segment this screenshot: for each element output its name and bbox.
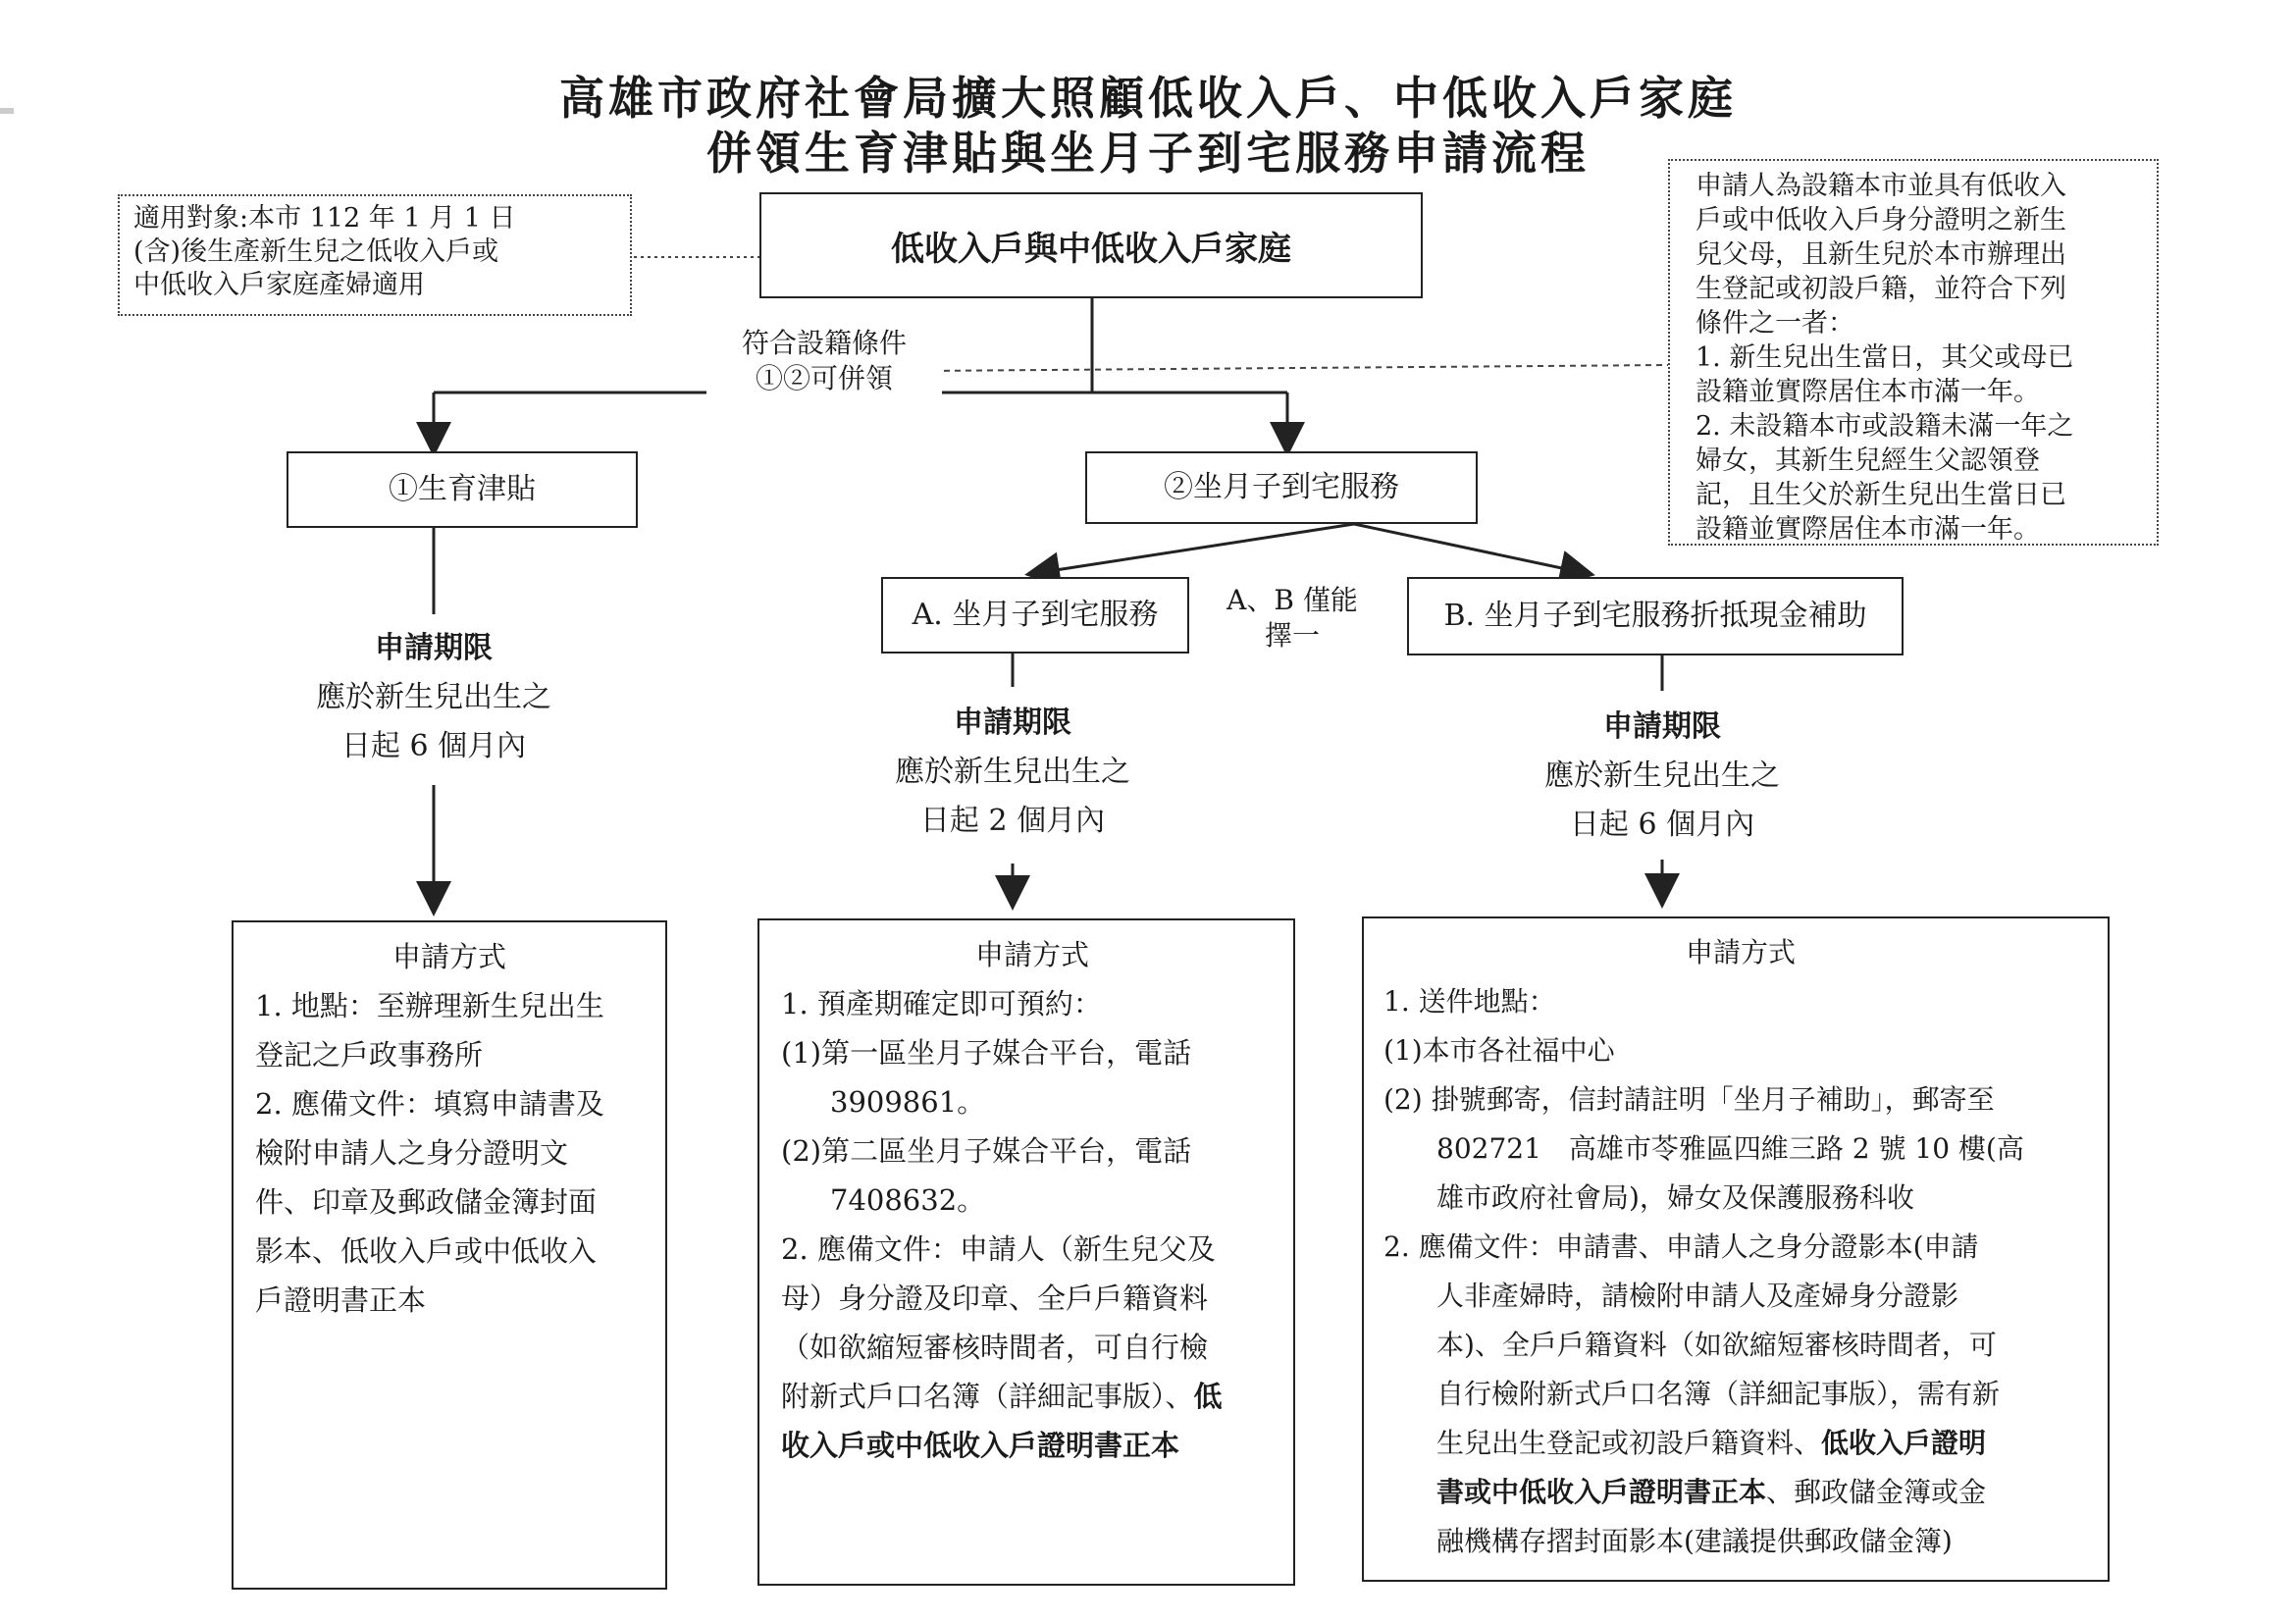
condition-text-line: 條件之一者： bbox=[1696, 308, 1854, 339]
option-a-box bbox=[881, 577, 1189, 654]
method-title: 申請方式 bbox=[974, 938, 1089, 971]
method-line: 件、印章及郵政儲金簿封面 bbox=[255, 1185, 598, 1219]
period-line: 日起 6 個月內 bbox=[340, 729, 527, 763]
method-line: （如欲縮短審核時間者，可自行檢 bbox=[781, 1331, 1209, 1364]
method-text: 附新式戶口名簿（詳細記事版）、 bbox=[781, 1380, 1194, 1413]
option-b-label: B. 坐月子到宅服務折抵現金補助 bbox=[1443, 599, 1867, 633]
main-target-box bbox=[759, 192, 1423, 298]
method-line: (2)第二區坐月子媒合平台，電話 bbox=[781, 1134, 1192, 1168]
method-line-with-bold bbox=[781, 1372, 1283, 1421]
method-line: 1. 地點：至辦理新生兒出生 bbox=[255, 989, 604, 1022]
method-title: 申請方式 bbox=[1685, 936, 1796, 968]
method-line: (1)第一區坐月子媒合平台，電話 bbox=[781, 1036, 1192, 1070]
method-bold-text: 低收入戶證明 bbox=[1821, 1427, 1987, 1459]
condition-line2: ①②可併領 bbox=[755, 362, 893, 394]
condition-text-line: 2. 未設籍本市或設籍未滿一年之 bbox=[1696, 411, 2074, 442]
method-bold-line: 收入戶或中低收入戶證明書正本 bbox=[781, 1429, 1180, 1462]
birth-allowance-box bbox=[287, 451, 638, 528]
eligibility-line: 適用對象:本市 112 年 1 月 1 日 bbox=[133, 203, 516, 234]
option-a-method-box bbox=[757, 918, 1295, 1586]
option-b-box bbox=[1407, 577, 1904, 655]
condition-text-line: 設籍並實際居住本市滿一年。 bbox=[1696, 377, 2040, 407]
method-line: 人非產婦時，請檢附申請人及產婦身分證影 bbox=[1436, 1280, 1959, 1312]
method-line: 戶證明書正本 bbox=[255, 1283, 427, 1317]
eligibility-line: 中低收入戶家庭產婦適用 bbox=[133, 270, 425, 300]
period-title: 申請期限 bbox=[954, 706, 1071, 740]
method-line: 7408632。 bbox=[830, 1183, 986, 1217]
method-line: 1. 送件地點： bbox=[1383, 985, 1556, 1018]
condition-text-line: 戶或中低收入戶身分證明之新生 bbox=[1696, 205, 2066, 235]
birth-allowance-method-box bbox=[232, 920, 667, 1590]
eligibility-line: (含)後生產新生兒之低收入戶或 bbox=[133, 236, 499, 267]
method-bold-text: 書或中低收入戶證明書正本 bbox=[1436, 1476, 1767, 1508]
choice-note bbox=[1209, 583, 1376, 654]
condition-text-line: 婦女，其新生兒經生父認領登 bbox=[1696, 445, 2040, 476]
method-line: 雄市政府社會局)，婦女及保護服務科收 bbox=[1436, 1181, 1914, 1214]
method-line: 檢附申請人之身分證明文 bbox=[255, 1136, 569, 1170]
method-text: 生兒出生登記或初設戶籍資料、 bbox=[1436, 1427, 1822, 1459]
birth-allowance-label: ①生育津貼 bbox=[389, 472, 536, 506]
postpartum-service-box bbox=[1085, 451, 1478, 524]
period-title: 申請期限 bbox=[375, 631, 493, 665]
condition-text-line: 1. 新生兒出生當日，其父或母已 bbox=[1696, 342, 2074, 373]
condition-text-line: 兒父母，且新生兒於本市辦理出 bbox=[1696, 239, 2066, 270]
condition-text-line: 生登記或初設戶籍，並符合下列 bbox=[1696, 274, 2066, 304]
method-text: 、郵政儲金簿或金 bbox=[1766, 1476, 1987, 1508]
condition-text-line: 記，且生父於新生兒出生當日已 bbox=[1696, 480, 2066, 510]
choice-note-line1: A、B 僅能 bbox=[1226, 584, 1358, 616]
method-line: 影本、低收入戶或中低收入 bbox=[255, 1234, 598, 1268]
method-line: 登記之戶政事務所 bbox=[255, 1038, 484, 1072]
method-bold-text: 低 bbox=[1193, 1380, 1223, 1413]
period-line: 應於新生兒出生之 bbox=[1544, 759, 1780, 793]
method-line: 2. 應備文件：填寫申請書及 bbox=[255, 1087, 604, 1121]
main-target-label: 低收入戶與中低收入戶家庭 bbox=[891, 229, 1291, 269]
period-title: 申請期限 bbox=[1603, 709, 1721, 744]
method-line: (1)本市各社福中心 bbox=[1383, 1034, 1615, 1067]
method-line: 802721 高雄市苓雅區四維三路 2 號 10 樓(高 bbox=[1436, 1132, 2024, 1165]
method-line: 2. 應備文件：申請人（新生兒父及 bbox=[781, 1232, 1216, 1266]
choice-note-line2: 擇一 bbox=[1264, 619, 1320, 652]
period-line: 日起 6 個月內 bbox=[1569, 808, 1755, 842]
period-line: 日起 2 個月內 bbox=[919, 804, 1106, 838]
condition-line1: 符合設籍條件 bbox=[741, 327, 907, 359]
option-b-method-box bbox=[1362, 916, 2110, 1582]
postpartum-service-label: ②坐月子到宅服務 bbox=[1164, 470, 1399, 504]
page-title-line2: 併領生育津貼與坐月子到宅服務申請流程 bbox=[706, 127, 1590, 180]
branch1-period bbox=[257, 624, 610, 771]
period-line: 應於新生兒出生之 bbox=[895, 755, 1130, 789]
method-line: 本)、全戶戶籍資料（如欲縮短審核時間者，可 bbox=[1436, 1329, 1997, 1361]
method-line: 融機構存摺封面影本(建議提供郵政儲金簿) bbox=[1436, 1525, 1953, 1557]
page-title-line1: 高雄市政府社會局擴大照顧低收入戶、中低收入戶家庭 bbox=[559, 72, 1737, 125]
method-line: 2. 應備文件：申請書、申請人之身分證影本(申請 bbox=[1383, 1230, 1979, 1263]
option-a-period bbox=[836, 699, 1189, 846]
method-line-with-bold bbox=[1383, 1468, 2098, 1517]
condition-text-line: 設籍並實際居住本市滿一年。 bbox=[1696, 514, 2040, 545]
option-a-label: A. 坐月子到宅服務 bbox=[912, 598, 1159, 632]
option-b-period bbox=[1486, 703, 1839, 850]
method-title: 申請方式 bbox=[391, 940, 506, 973]
method-line-with-bold bbox=[1383, 1419, 2098, 1468]
condition-text-line: 申請人為設籍本市並具有低收入 bbox=[1696, 171, 2066, 201]
method-line: 1. 預產期確定即可預約： bbox=[781, 987, 1102, 1020]
period-line: 應於新生兒出生之 bbox=[316, 680, 551, 714]
method-line: (2) 掛號郵寄，信封請註明「坐月子補助」，郵寄至 bbox=[1383, 1083, 1995, 1116]
method-line: 3909861。 bbox=[830, 1085, 986, 1119]
method-line: 母）身分證及印章、全戶戶籍資料 bbox=[781, 1282, 1209, 1315]
eligibility-note bbox=[118, 194, 632, 316]
method-line: 自行檢附新式戶口名簿（詳細記事版），需有新 bbox=[1436, 1378, 2001, 1410]
condition-label bbox=[706, 326, 942, 396]
residency-conditions-note bbox=[1668, 159, 2159, 546]
